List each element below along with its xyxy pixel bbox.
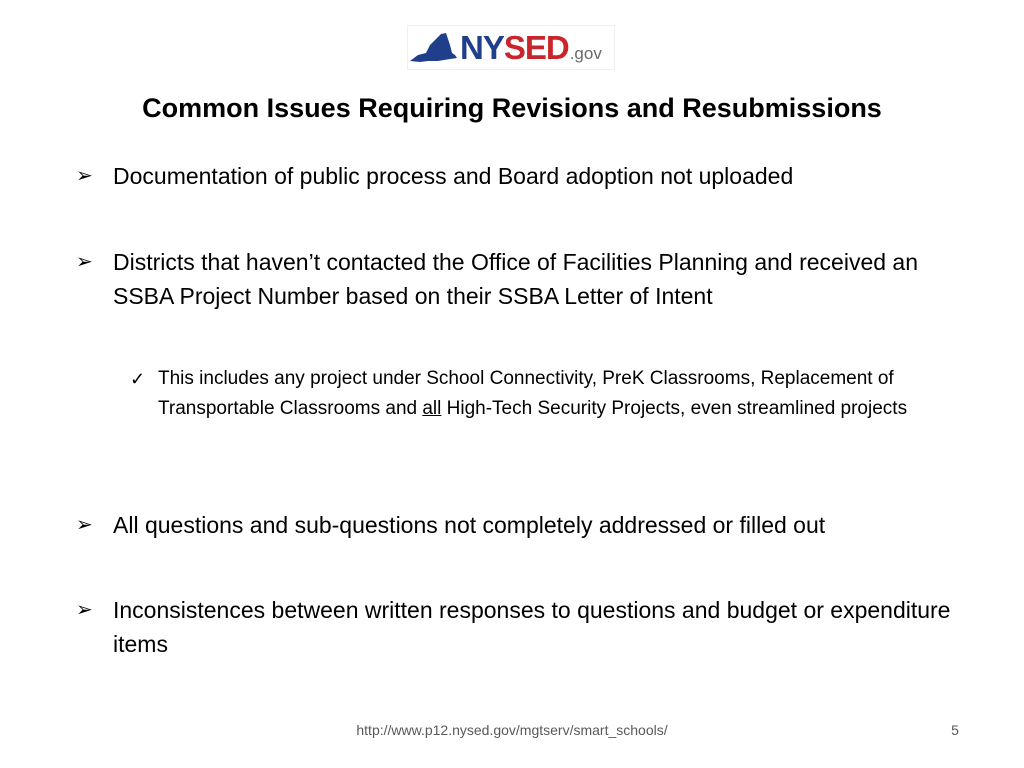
arrow-bullet-icon: ➢	[76, 599, 93, 621]
bullet-item	[76, 159, 956, 193]
bullet-item	[76, 508, 956, 542]
bullet-item	[76, 593, 956, 661]
checkmark-icon: ✓	[130, 369, 146, 389]
sub-bullet-emphasis: all	[422, 398, 442, 419]
footer-url: http://www.p12.nysed.gov/mgtserv/smart_schools/	[356, 722, 668, 738]
page-number: 5	[951, 722, 959, 738]
slide-title: Common Issues Requiring Revisions and Resubmissions	[142, 93, 882, 123]
arrow-bullet-icon: ➢	[76, 165, 93, 187]
sub-bullet-text-before: This includes any project under School Connectivity, PreK Classrooms, Replacement of Transportable Classrooms and	[158, 368, 894, 419]
bullet-item	[76, 245, 956, 313]
bullet-text: Documentation of public process and Board adoption not uploaded	[113, 163, 794, 189]
bullet-text: Inconsistences between written responses to questions and budget or expenditure items	[113, 597, 951, 657]
bullet-text: All questions and sub-questions not completely addressed or filled out	[113, 512, 826, 538]
logo-gov-text: .gov	[569, 44, 602, 63]
sub-bullet-item	[130, 364, 920, 424]
nysed-logo	[408, 26, 614, 69]
arrow-bullet-icon: ➢	[76, 251, 93, 273]
new-york-state-map-icon	[408, 31, 458, 65]
sub-bullet-text	[158, 364, 920, 424]
sub-bullet-text-after: High-Tech Security Projects, even streamlined projects	[441, 398, 908, 419]
logo-sed-text: SED	[503, 29, 569, 66]
logo-wordmark	[460, 31, 602, 64]
arrow-bullet-icon: ➢	[76, 514, 93, 536]
logo-ny-text: NY	[460, 29, 504, 66]
bullet-text: Districts that haven’t contacted the Office of Facilities Planning and received an SSBA Project Number based on their SSBA Letter of Intent	[113, 249, 919, 309]
